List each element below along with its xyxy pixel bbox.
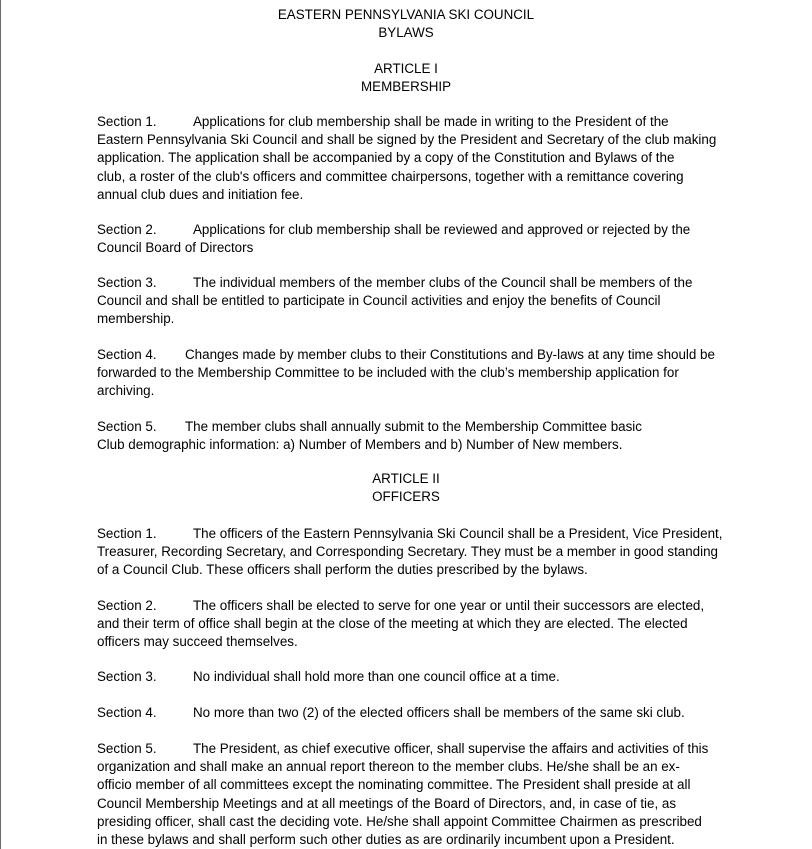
article-1-title: MEMBERSHIP (360, 79, 452, 94)
section-text-line: Council and shall be entitled to participate in Council activities and enjoy the benefits of Council (97, 293, 661, 309)
section-text-line: officio member of all committees except the nominating committee. The President shall preside at all (97, 777, 691, 793)
section-text-line: Eastern Pennsylvania Ski Council and shall be signed by the President and Secretary of the club making (97, 132, 717, 148)
section-label: Section 5. (97, 419, 157, 434)
article-1-label: ARTICLE I (374, 61, 438, 76)
section-text-line: forwarded to the Membership Committee to be included with the club’s membership application for (97, 365, 679, 381)
section-text-line: Applications for club membership shall be made in writing to the President of the (193, 114, 669, 129)
article-2-section-3 (97, 668, 737, 686)
section-label: Section 3. (97, 275, 157, 290)
section-text-line: club, a roster of the club's officers and committee chairpersons, together with a remittance covering (97, 168, 684, 184)
org-title: EASTERN PENNSYLVANIA SKI COUNCIL (277, 7, 535, 22)
section-text-line: The officers shall be elected to serve for one year or until their successors are elected, (193, 598, 705, 613)
section-text-line: membership. (97, 311, 175, 327)
section-text-line: officers may succeed themselves. (97, 634, 298, 650)
section-text-line: Council Membership Meetings and at all meetings of the Board of Directors, and, in case of tie, as (97, 795, 677, 811)
section-text-line: Changes made by member clubs to their Constitutions and By-laws at any time should be (185, 347, 715, 362)
article-2-title: OFFICERS (372, 489, 440, 504)
article-1-section-4 (97, 346, 737, 401)
section-text-line: Treasurer, Recording Secretary, and Corresponding Secretary. They must be a member in good standing (97, 544, 718, 560)
section-text-line: archiving. (97, 383, 155, 399)
section-label: Section 5. (97, 741, 157, 756)
article-1-section-1 (97, 113, 737, 204)
section-label: Section 3. (97, 669, 157, 684)
section-text-line: Club demographic information: a) Number of Members and b) Number of New members. (97, 437, 623, 453)
section-text-line: organization and shall make an annual report thereon to the member clubs. He/she shall be an ex- (97, 759, 680, 775)
section-text-line: The individual members of the member clubs of the Council shall be members of the (193, 275, 693, 290)
section-text-line: Council Board of Directors (97, 240, 254, 256)
article-2-section-5 (97, 740, 737, 849)
section-label: Section 4. (97, 347, 157, 362)
article-2-label: ARTICLE II (372, 471, 440, 486)
article-2-section-4 (97, 704, 737, 722)
section-text-line: No individual shall hold more than one council office at a time. (193, 669, 560, 684)
document-title: BYLAWS (378, 25, 434, 40)
section-text-line: The President, as chief executive officer, shall supervise the affairs and activities of this (193, 741, 709, 756)
section-label: Section 2. (97, 222, 157, 237)
section-text-line: The member clubs shall annually submit to the Membership Committee basic (185, 419, 642, 434)
section-label: Section 2. (97, 598, 157, 613)
section-text-line: No more than two (2) of the elected officers shall be members of the same ski club. (193, 705, 685, 720)
section-label: Section 1. (97, 526, 157, 541)
section-label: Section 1. (97, 114, 157, 129)
section-text-line: Applications for club membership shall be reviewed and approved or rejected by the (193, 222, 691, 237)
article-1-section-5 (97, 418, 737, 454)
section-text-line: and their term of office shall begin at the close of the meeting at which they are elected. The elected (97, 616, 688, 632)
article-1-section-3 (97, 274, 737, 329)
article-2-section-2 (97, 597, 737, 652)
article-2-section-1 (97, 525, 737, 580)
section-text-line: presiding officer, shall cast the deciding vote. He/she shall appoint Committee Chairmen as prescribed (97, 813, 702, 829)
section-text-line: in these bylaws and shall perform such other duties as are ordinarily incumbent upon a President. (97, 832, 675, 848)
section-text-line: application. The application shall be accompanied by a copy of the Constitution and Bylaws of the (97, 150, 675, 166)
article-1-section-2 (97, 221, 737, 257)
section-label: Section 4. (97, 705, 157, 720)
section-text-line: The officers of the Eastern Pennsylvania Ski Council shall be a President, Vice President, (193, 526, 723, 541)
section-text-line: annual club dues and initiation fee. (97, 186, 304, 202)
section-text-line: of a Council Club. These officers shall perform the duties prescribed by the bylaws. (97, 562, 588, 578)
page-left-border (0, 0, 1, 849)
